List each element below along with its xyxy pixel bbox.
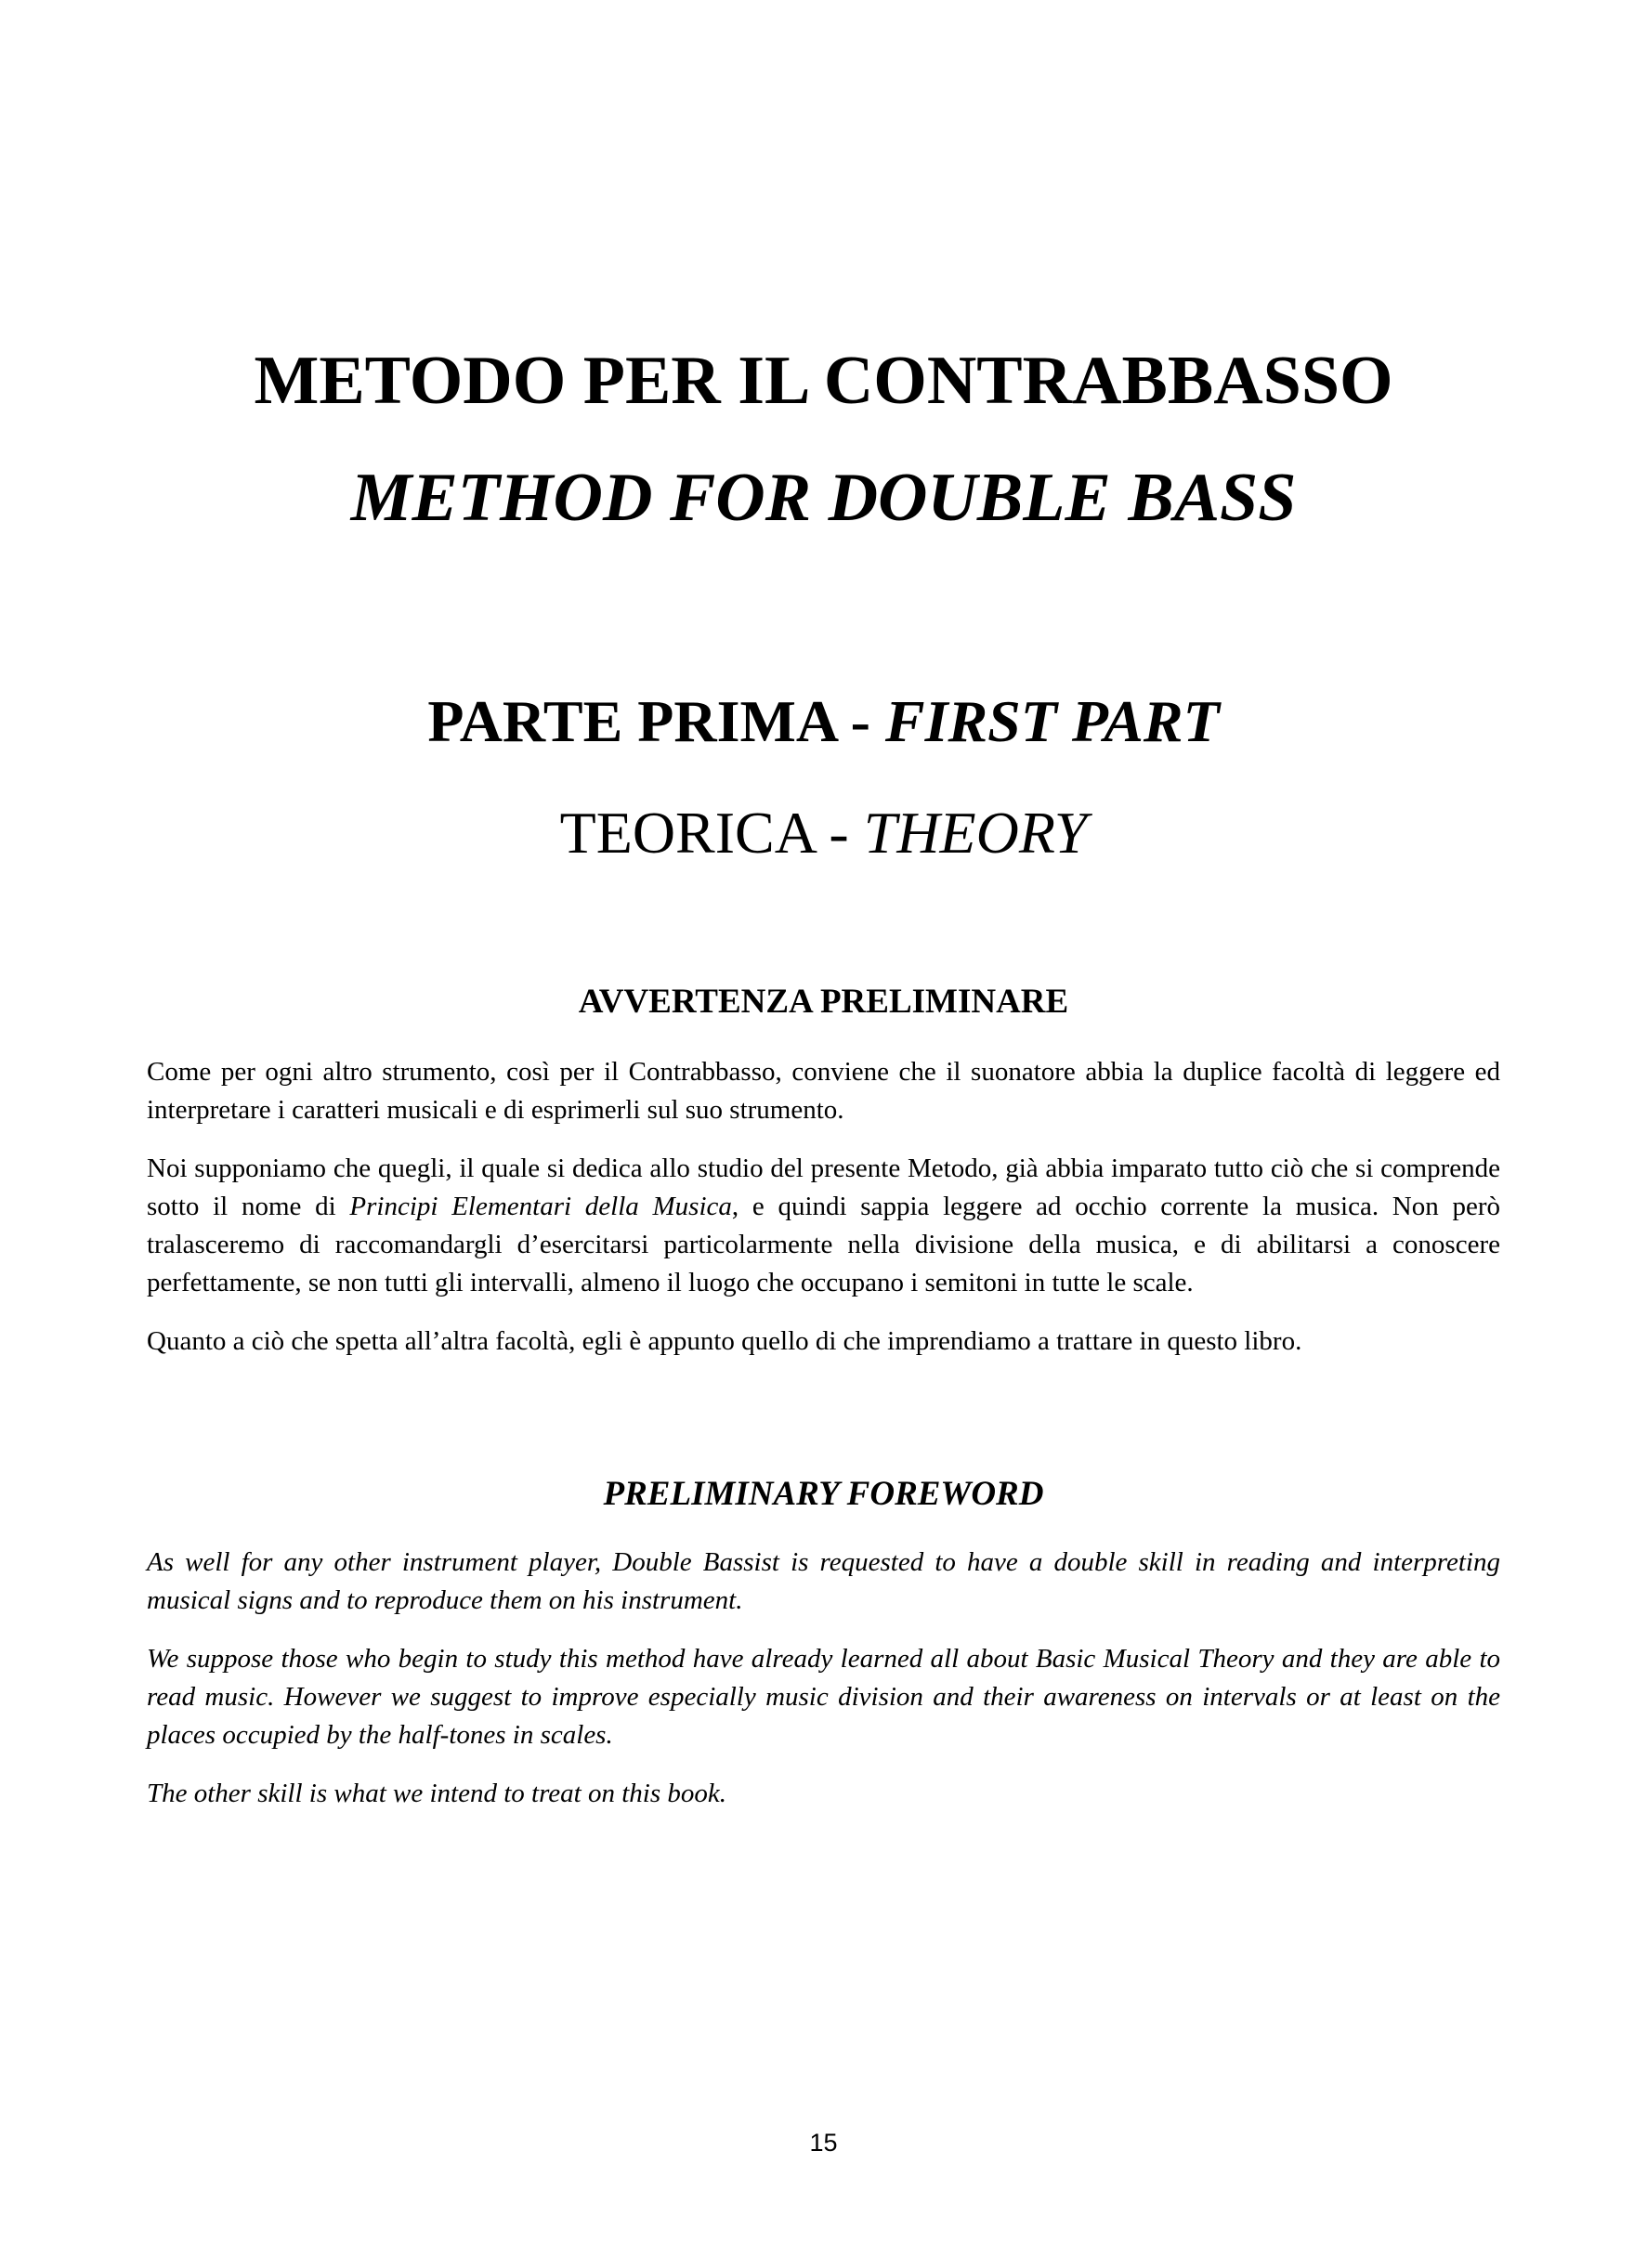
italian-paragraph-2-end: , e quindi sappia leggere ad occhio corrente la musica. Non però tralasceremo di raccomandargli d’esercitarsi particolarmente nella divisione della musica, e di abilitarsi a conoscere perfettamente, se non tutti gli intervalli, almeno il luogo che occupano i semitoni in tutte le scale. — [147, 1192, 1500, 1297]
english-paragraph-1: As well for any other instrument player, Double Bassist is requested to have a double skill in reading and interpreting musical signs and to reproduce them on his instrument. — [147, 1547, 1500, 1615]
italian-paragraph-2 — [147, 1150, 1500, 1302]
main-subtitle: METHOD FOR DOUBLE BASS — [350, 460, 1297, 536]
italian-section-body — [147, 1053, 1500, 1381]
italian-paragraph-2-start: Noi supponiamo che quegli, il quale si dedica allo studio del presente Metodo, già abbia imparato tutto ciò che si comprende sotto il nome di — [147, 1154, 1500, 1221]
english-paragraph-2: We suppose those who begin to study this method have already learned all about Basic Musical Theory and they are able to read music. However we suggest to improve especially music division and their awareness on intervals or at least on the places occupied by the half-tones in scales. — [147, 1644, 1500, 1750]
part-title-en: FIRST PART — [884, 688, 1220, 754]
theory-title-it: TEORICA — [559, 800, 815, 866]
page-number: 15 — [809, 2129, 838, 2157]
english-section-heading: PRELIMINARY FOREWORD — [603, 1475, 1044, 1513]
italian-paragraph-3: Quanto a ciò che spetta all’altra facoltà, egli è appunto quello di che imprendiamo a trattare in questo libro. — [147, 1326, 1302, 1356]
italian-paragraph-1: Come per ogni altro strumento, così per il Contrabbasso, conviene che il suonatore abbia la duplice facoltà di leggere ed interpretare i caratteri musicali e di esprimerli sul suo strumento. — [147, 1057, 1500, 1125]
part-title-it: PARTE PRIMA — [427, 688, 836, 754]
part-title — [0, 683, 1647, 761]
theory-title-separator: - — [814, 800, 864, 866]
italian-paragraph-2-emphasis: Principi Elementari della Musica — [349, 1192, 732, 1221]
main-title: METODO PER IL CONTRABBASSO — [254, 343, 1393, 419]
italian-section-heading: AVVERTENZA PRELIMINARE — [578, 983, 1069, 1021]
part-title-separator: - — [835, 688, 885, 754]
english-section-body — [147, 1544, 1500, 1833]
theory-title-en: THEORY — [863, 800, 1088, 866]
theory-title — [0, 794, 1647, 872]
english-paragraph-3: The other skill is what we intend to treat on this book. — [147, 1779, 727, 1808]
